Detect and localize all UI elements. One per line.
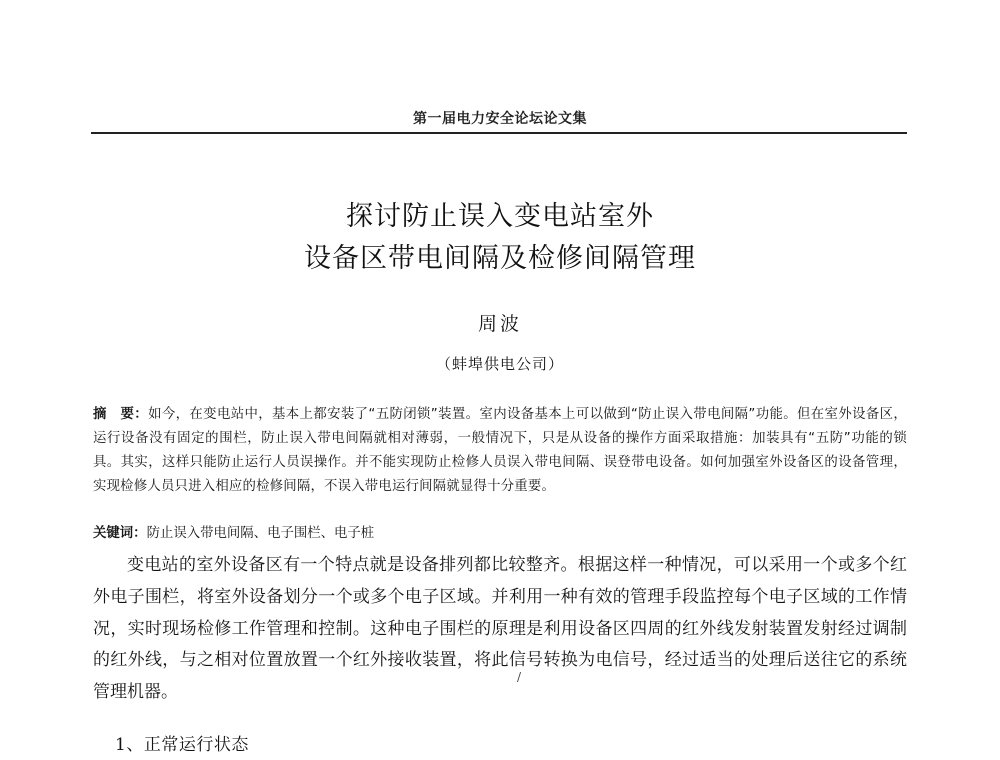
stray-scan-mark: / [517,670,522,684]
running-header-title: 第一届电力安全论坛论文集 [413,111,587,127]
body-paragraph: 变电站的室外设备区有一个特点就是设备排列都比较整齐。根据这样一种情况，可以采用一个或多个红外电子围栏，将室外设备划分一个或多个电子区域。并利用一种有效的管理手段监控每个电子区域的工作情况，实时现场检修工作管理和控制。这种电子围栏的原理是利用设备区四周的红外线发射装置发射经过调制的红外线，与之相对位置放置一个红外接收装置，将此信号转换为电信号，经过适当的处理后送往它的系统管理机器。 [93,555,907,703]
author-name: 周波 [477,313,522,335]
section-heading: 1、正常运行状态 [115,735,249,755]
abstract-text: 如今，在变电站中，基本上都安装了“五防闭锁”装置。室内设备基本上可以做到“防止误入带电间隔”功能。但在室外设备区，运行设备没有固定的围栏，防止误入带电间隔就相对薄弱，一般情况下，只是从设备的操作方面采取措施：加装具有“五防”功能的锁具。其实，这样只能防止运行人员误操作。并不能实现防止检修人员误入带电间隔、误登带电设备。如何加强室外设备区的设备管理，实现检修人员只进入相应的检修间隔，不误入带电运行间隔就显得十分重要。 [93,407,907,494]
abstract-label: 摘 要： [93,407,149,422]
header-rule-line [91,132,907,134]
keywords-text: 防止误入带电间隔、电子围栏、电子桩 [146,526,375,541]
paper-title-line-2: 设备区带电间隔及检修间隔管理 [304,243,696,274]
keywords-block [93,522,907,546]
author-affiliation: （蚌埠供电公司） [435,355,564,373]
abstract-block [93,403,907,499]
keywords-label: 关键词： [93,526,147,541]
paper-title-line-1: 探讨防止误入变电站室外 [346,201,654,232]
